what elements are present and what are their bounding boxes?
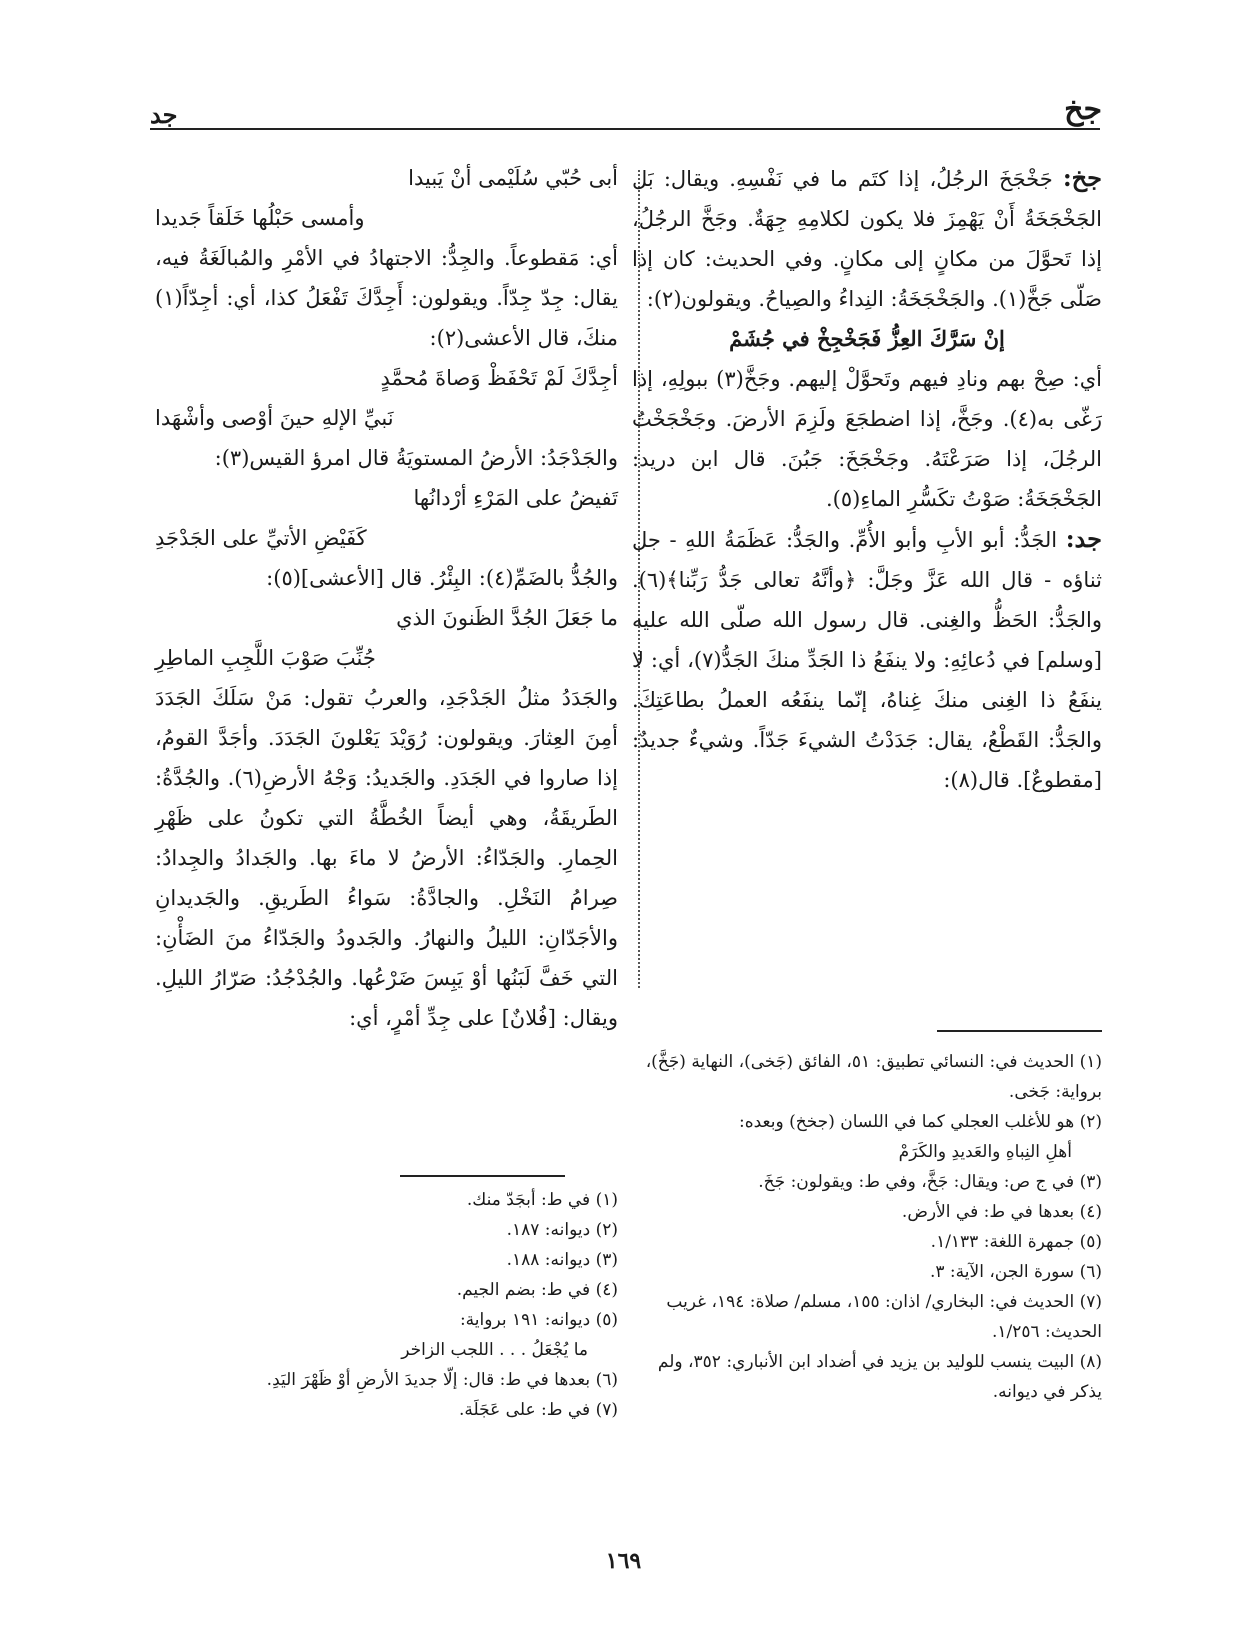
entry-jakh-para (632, 158, 1102, 319)
footnote-number: (٦) (595, 1370, 618, 1390)
verse-hemistich-1: ما جَعَلَ الجُدَّ الظَنونَ الذي (396, 606, 618, 630)
running-header-right: جخ (1064, 92, 1102, 127)
footnote-text: بعدها في ط: في الأرض. (901, 1202, 1075, 1222)
footnote-number: (١) (595, 1190, 618, 1210)
footnote (632, 1347, 1102, 1407)
footnote-number: (٦) (1079, 1262, 1102, 1282)
footnote (155, 1275, 618, 1305)
text-para: والجُدُّ بالضَمِّ(٤): البِئْرُ. قال [الأعشى](٥): (266, 566, 618, 590)
entry-head-jadd: جد: (1065, 524, 1102, 553)
footnote-number: (٣) (595, 1250, 618, 1270)
footnote (632, 1107, 1102, 1167)
footnote-rule-left (400, 1175, 565, 1177)
entry-text-para: أي: صِحْ بهم ونادِ فيهم وتَحوَّلْ إليهم. وجَخَّ(٣) ببولِهِ، إذا رَغّى به(٤). وجَخَّ، إذا اضطجَعَ ولَزِمَ الأرضَ. وجَخْجَخْتُ الرجُلَ، إذا صَرَعْتَهُ. وجَخْجَخَ: جَبُنَ. قال ابن دريد: الجَخْجَخَةُ: صَوْتُ تكَسُّرِ الماءِ(٥). (632, 367, 1102, 511)
verse-hemistich-1: أبى حُبّي سُلَيْمى أنْ يَبيدا (408, 166, 618, 190)
footnote (155, 1305, 618, 1365)
verse-hemistich-2: كَفَيْضِ الأتيِّ على الجَدْجَدِ (155, 526, 367, 550)
footnote (632, 1257, 1102, 1287)
footnote-number: (١) (1079, 1052, 1102, 1072)
verse-line: إنْ سَرَّكَ العِزُّ فَجَخْجِخْ في جُشَمْ (729, 326, 1005, 351)
footnote-text: هو للأغلب العجلي كما في اللسان (جخخ) وبعده: (739, 1112, 1075, 1132)
footnote (632, 1167, 1102, 1197)
footnote-text: ديوانه: ١٩١ برواية: (459, 1310, 591, 1330)
footnote-number: (٤) (595, 1280, 618, 1300)
footnote-number: (٤) (1079, 1202, 1102, 1222)
footnote-number: (٨) (1079, 1352, 1102, 1372)
text-para: والجَدَدُ مثلُ الجَدْجَدِ، والعربُ تقول: مَنْ سَلَكَ الجَدَدَ أمِنَ العِثارَ. ويقولون: رُوَيْدَ يَعْلونَ الجَدَدَ. وأجَدَّ القومُ، إذا صاروا في الجَدَدِ. والجَديدُ: وَجْهُ الأرضِ(٦). والجُدَّةُ: الطَريقَةُ، وهي أيضاً الخُطَّةُ التي تكونُ على ظَهْرِ الحِمارِ. والجَدّاءُ: الأرضُ لا ماءَ بها. والجَدادُ والجِدادُ: صِرامُ النَخْلِ. والجادَّةُ: سَواءُ الطَريقِ. والجَديدانِ والأجَدّانِ: الليلُ والنهارُ. والجَدودُ والجَدّاءُ منَ الضَأْنِ: التي خَفَّ لَبَنُها أوْ يَبِسَ ضَرْعُها. والجُدْجُدُ: صَرّارُ الليلِ. ويقال: [فُلانٌ] على جِدِّ أمْرٍ، أي: (155, 686, 618, 1030)
footnote (632, 1287, 1102, 1347)
footnote-rule-right (937, 1030, 1102, 1032)
footnote-text: في ط: على عَجَلَة. (459, 1400, 591, 1420)
verse-hemistich-2: جُنِّبَ صَوْبَ اللَّجِبِ الماطِرِ (155, 646, 376, 670)
footnote-text: سورة الجن، الآية: ٣. (929, 1262, 1075, 1282)
footnote-text: البيت ينسب للوليد بن يزيد في أضداد ابن الأنباري: ٣٥٢، ولم يذكر في ديوانه. (657, 1352, 1102, 1402)
verse-hemistich-2: نَبيِّ الإلهِ حينَ أوْصى وأشْهَدا (155, 406, 394, 430)
entry-text: الجَدُّ: أبو الأبِ وأبو الأُمِّ. والجَدُّ: عَظَمَةُ اللهِ - جل ثناؤه - قال الله عَزَّ وجَلَّ: ﴿وأنَّهُ تعالى جَدُّ رَبِّنا﴾(٦). والجَدُّ: الحَظُّ والغِنى. قال رسول الله صلّى الله عليه [وسلم] في دُعائِهِ: ولا ينفَعُ ذا الجَدِّ منكَ الجَدُّ(٧)، أي: لا ينفَعُ ذا الغِنى منكَ غِناهُ، إنّما ينفَعُه العملُ بطاعَتِكَ. والجَدُّ: القَطْعُ، يقال: جَدَدْتُ الشيءَ جَدّاً. وشيءٌ جديدٌ: [مقطوعٌ]. قال(٨): (632, 528, 1102, 792)
footnote-text: ديوانه: ١٨٨. (506, 1250, 591, 1270)
footnote (155, 1365, 618, 1395)
footnote-number: (٢) (1079, 1112, 1102, 1132)
footnotes-left (155, 1185, 618, 1425)
header-rule (150, 128, 1100, 130)
footnote (155, 1215, 618, 1245)
footnote-verse: أهلِ النِباهِ والعَديدِ والكَرَمْ (898, 1142, 1072, 1162)
footnote-number: (٧) (595, 1400, 618, 1420)
footnote-text: جمهرة اللغة: ١/١٣٣. (930, 1232, 1075, 1252)
footnote-verse: ما يُجْعَلُ . . . اللجب الزاخر (401, 1340, 588, 1360)
verse-hemistich-1: أجِدَّكَ لَمْ تَحْفَظْ وَصاةَ مُحمَّدٍ (380, 366, 618, 390)
running-header-left: جد (150, 100, 178, 129)
footnote-text: في ج ص: ويقال: جَخَّ، وفي ط: ويقولون: جَخَ. (758, 1172, 1075, 1192)
text-para: والجَدْجَدُ: الأرضُ المستويَةُ قال امرؤ القيس(٣): (214, 446, 618, 470)
footnote-number: (٢) (595, 1220, 618, 1240)
footnote-text: الحديث في: النسائي تطبيق: ٥١، الفائق (جَخى)، النهاية (جَخَّ)، برواية: جَخى. (645, 1052, 1102, 1102)
footnote (632, 1197, 1102, 1227)
entry-text: جَخْجَخَ الرجُلُ، إذا كتَم ما في نَفْسِهِ. ويقال: بَل الجَخْجَخَةُ أَنْ يَهْمِزَ فلا يكون لكلامِهِ جِهَةٌ. وجَخَّ الرجُلُ، إذا تَحوَّلَ من مكانٍ إلى مكانٍ. وفي الحديث: كان إذا صَلّى جَخَّ(١). والجَخْجَخَةُ: النِداءُ والصِياحُ. ويقولون(٢): (632, 167, 1102, 311)
footnote-text: بعدها في ط: قال: إلّا جديدَ الأرضِ أوْ ظَهْرَ اليَدِ. (266, 1370, 591, 1390)
footnote (632, 1227, 1102, 1257)
footnote-text: ديوانه: ١٨٧. (506, 1220, 591, 1240)
footnote (632, 1047, 1102, 1107)
verse-hemistich-2: وأمسى حَبْلُها خَلَقاً جَديدا (155, 206, 365, 230)
footnote (155, 1185, 618, 1215)
page-number: ١٦٩ (605, 1548, 642, 1574)
entry-head-jakh: جخ: (1062, 163, 1102, 192)
footnote-text: الحديث في: البخاري/ اذان: ١٥٥، مسلم/ صلاة: ١٩٤، غريب الحديث: ١/٢٥٦. (666, 1292, 1102, 1342)
entry-jadd-para (632, 519, 1102, 800)
footnote-text: في ط: أبجَدّ منك. (466, 1190, 591, 1210)
left-column (155, 158, 618, 1038)
footnote (155, 1245, 618, 1275)
right-column (632, 158, 1102, 800)
verse-hemistich-1: تَفيضُ على المَرْءِ أرْدانُها (413, 486, 618, 510)
footnote (155, 1395, 618, 1425)
footnote-text: في ط: بضم الجيم. (456, 1280, 591, 1300)
text-para: أي: مَقطوعاً. والجِدُّ: الاجتهادُ في الأمْرِ والمُبالَغَةُ فيه، يقال: جِدّ جِدّاً. ويقولون: أَجِدَّكَ تَفْعَلُ كذا، أي: أجِدّاً(١) منكَ، قال الأعشى(٢): (155, 246, 618, 350)
footnote-number: (٣) (1079, 1172, 1102, 1192)
footnote-number: (٥) (1079, 1232, 1102, 1252)
footnote-number: (٥) (595, 1310, 618, 1330)
footnote-number: (٧) (1079, 1292, 1102, 1312)
footnotes-right (632, 1047, 1102, 1407)
